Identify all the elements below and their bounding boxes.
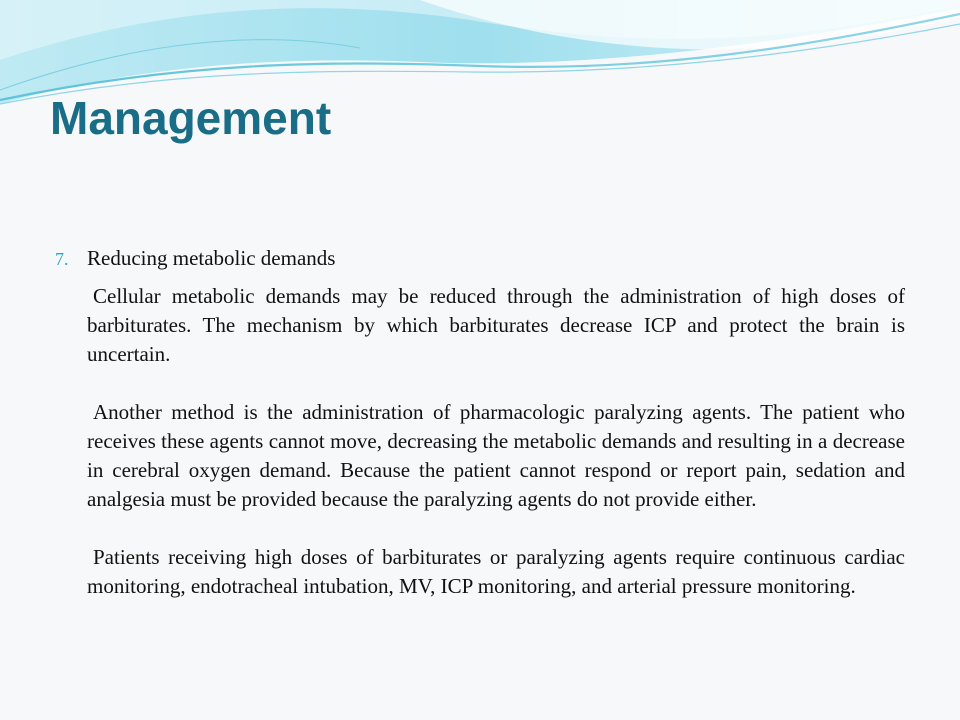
paragraph-paralyzing-agents: Another method is the administration of pharmacologic paralyzing agents. The patient who receives these agents cannot move, decreasing the metabolic demands and resulting in a decrease in cerebral oxygen demand. Because the patient cannot respond or report pain, sedation and analgesia must be provided because the paralyzing agents do not provide either. <box>87 400 905 511</box>
slide-body <box>55 244 905 601</box>
slide-title: Management <box>50 92 332 144</box>
paragraph-monitoring: Patients receiving high doses of barbiturates or paralyzing agents require continuous cardiac monitoring, endotracheal intubation, MV, ICP monitoring, and arterial pressure monitoring. <box>87 545 905 598</box>
list-item <box>55 244 905 274</box>
paragraph-barbiturates: Cellular metabolic demands may be reduced through the administration of high doses of barbiturates. The mechanism by which barbiturates decrease ICP and protect the brain is uncertain. <box>87 284 905 366</box>
list-item-label: Reducing metabolic demands <box>87 246 336 270</box>
list-item-number: 7. <box>55 249 69 269</box>
